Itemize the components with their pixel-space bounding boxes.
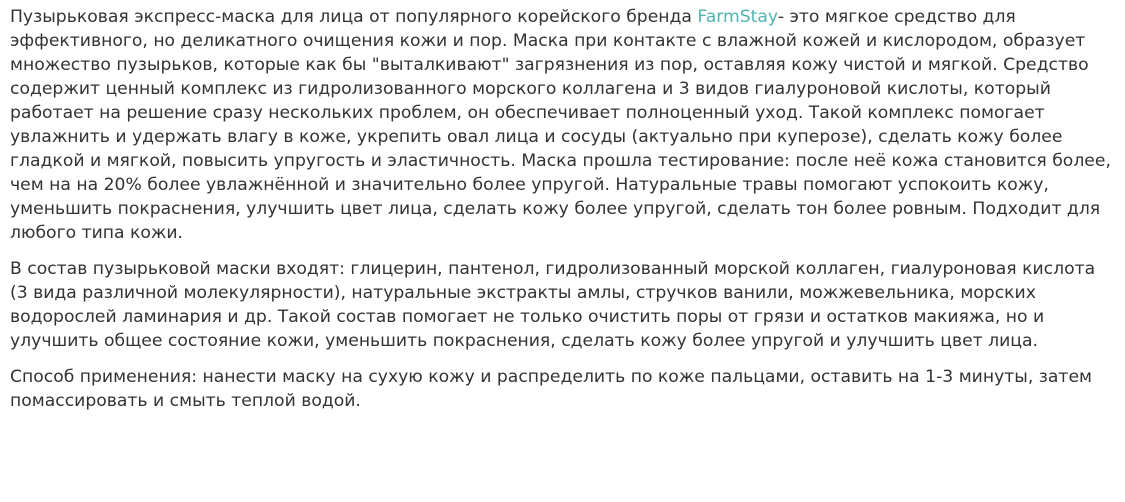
description-paragraph-usage: Способ применения: нанести маску на сухую кожу и распределить по коже пальцами, оставить на 1-3 минуты, затем помассировать и смыть теплой водой.: [10, 367, 1092, 411]
description-paragraph-intro: [10, 5, 1115, 245]
brand-link-farmstay[interactable]: FarmStay: [697, 7, 778, 27]
intro-text-before-brand: Пузырьковая экспресс-маска для лица от популярного корейского бренда: [10, 7, 698, 27]
intro-text-after-brand: - это мягкое средство для эффективного, но деликатного очищения кожи и пор. Маска при контакте с влажной кожей и кислородом, образует множество пузырьков, которые как бы "выталкивают" загрязнения из пор, оставляя кожу чистой и мягкой. Средство содержит ценный комплекс из гидролизованного морского коллагена и 3 видов гиалуроновой кислоты, который работает на решение сразу нескольких проблем, он обеспечивает полноценный уход. Такой комплекс помогает увлажнить и удержать влагу в коже, укрепить овал лица и сосуды (актуально при куперозе), сделать кожу более гладкой и мягкой, повысить упругость и эластичность. Маска прошла тестирование: после неё кожа становится более, чем на на 20% более увлажнённой и значительно более упругой. Натуральные травы помогают успокоить кожу, уменьшить покраснения, улучшить цвет лица, сделать кожу более упругой, сделать тон более ровным. Подходит для любого типа кожи.: [10, 7, 1111, 243]
description-paragraph-composition: В состав пузырьковой маски входят: глицерин, пантенол, гидролизованный морской коллаген, гиалуроновая кислота (3 вида различной молекулярности), натуральные экстракты амлы, стручков ванили, можжевельника, морских водорослей ламинария и др. Такой состав помогает не только очистить поры от грязи и остатков макияжа, но и улучшить общее состояние кожи, уменьшить покраснения, сделать кожу более упругой и улучшить цвет лица.: [10, 259, 1096, 351]
